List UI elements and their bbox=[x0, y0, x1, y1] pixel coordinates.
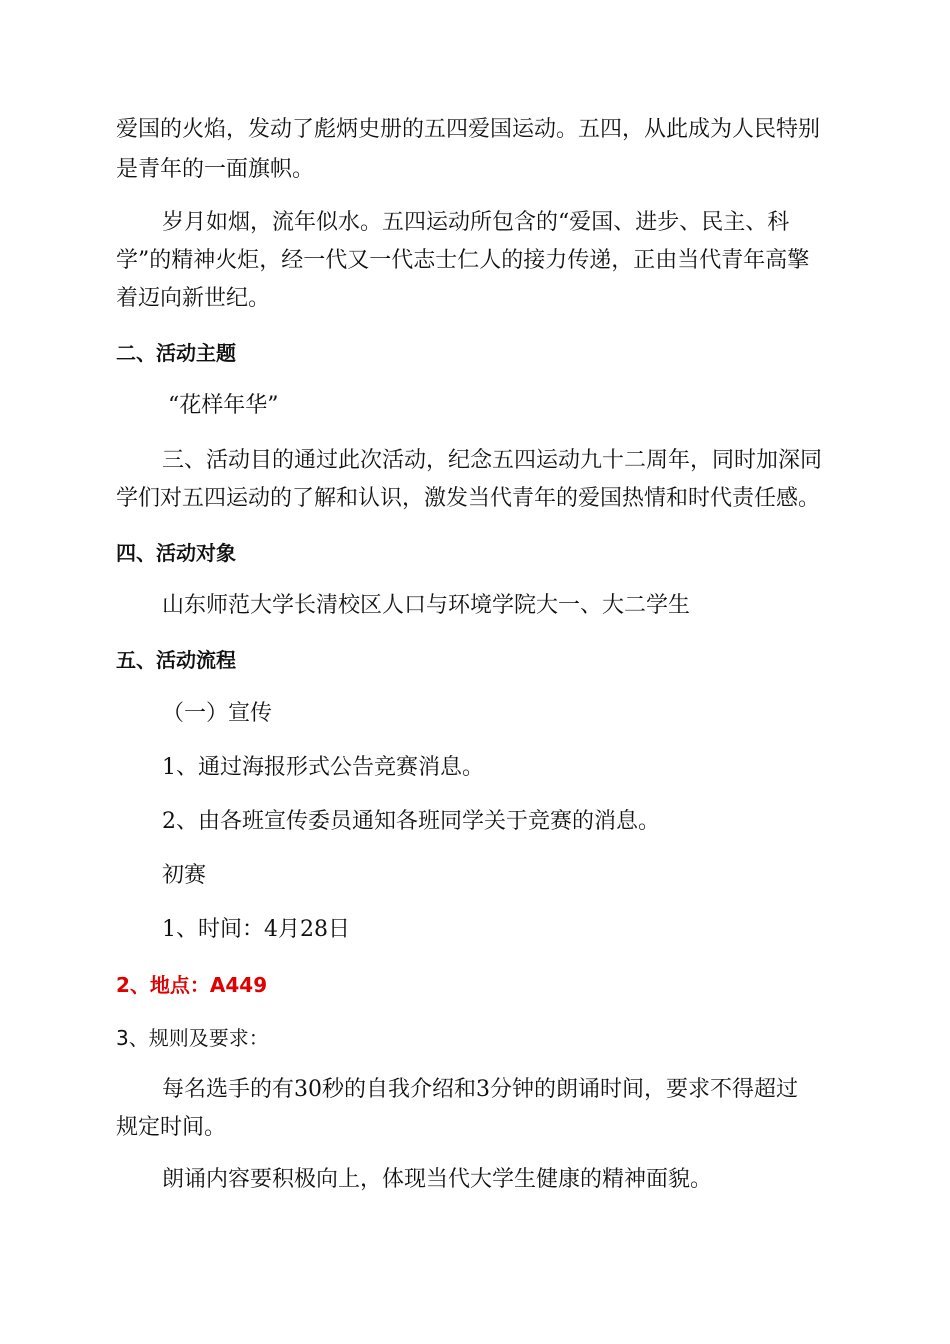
section-heading-target: 四、活动对象 bbox=[116, 541, 236, 565]
publicity-item-1: 1、通过海报形式公告竞赛消息。 bbox=[162, 755, 484, 780]
rule-1-line-2: 规定时间。 bbox=[116, 1115, 227, 1140]
activity-theme: “花样年华” bbox=[168, 393, 279, 418]
preliminary-heading: 初赛 bbox=[162, 863, 207, 888]
paragraph-2-line-3: 着迈向新世纪。 bbox=[116, 286, 271, 311]
section-heading-theme: 二、活动主题 bbox=[116, 341, 236, 365]
paragraph-1-line-2: 是青年的一面旗帜。 bbox=[116, 157, 315, 182]
purpose-line-2: 学们对五四运动的了解和认识，激发当代青年的爱国热情和时代责任感。 bbox=[116, 486, 821, 511]
rule-1-line-1: 每名选手的有30秒的自我介绍和3分钟的朗诵时间，要求不得超过 bbox=[162, 1077, 798, 1102]
paragraph-1-line-1: 爱国的火焰，发动了彪炳史册的五四爱国运动。五四，从此成为人民特别 bbox=[116, 117, 821, 142]
purpose-line-1: 三、活动目的通过此次活动，纪念五四运动九十二周年，同时加深同 bbox=[162, 448, 823, 473]
subheading-publicity: （一）宣传 bbox=[162, 701, 273, 726]
rules-heading: 3、规则及要求： bbox=[116, 1026, 269, 1050]
activity-target: 山东师范大学长清校区人口与环境学院大一、大二学生 bbox=[162, 593, 691, 618]
section-heading-process: 五、活动流程 bbox=[116, 648, 236, 672]
preliminary-location: 2、地点：A449 bbox=[116, 973, 268, 997]
rule-2: 朗诵内容要积极向上，体现当代大学生健康的精神面貌。 bbox=[162, 1167, 713, 1192]
preliminary-time: 1、时间：4月28日 bbox=[162, 917, 350, 942]
paragraph-2-line-1: 岁月如烟，流年似水。五四运动所包含的“爱国、进步、民主、科 bbox=[162, 210, 790, 235]
publicity-item-2: 2、由各班宣传委员通知各班同学关于竞赛的消息。 bbox=[162, 809, 660, 834]
paragraph-2-line-2: 学”的精神火炬，经一代又一代志士仁人的接力传递，正由当代青年高擎 bbox=[116, 248, 810, 273]
